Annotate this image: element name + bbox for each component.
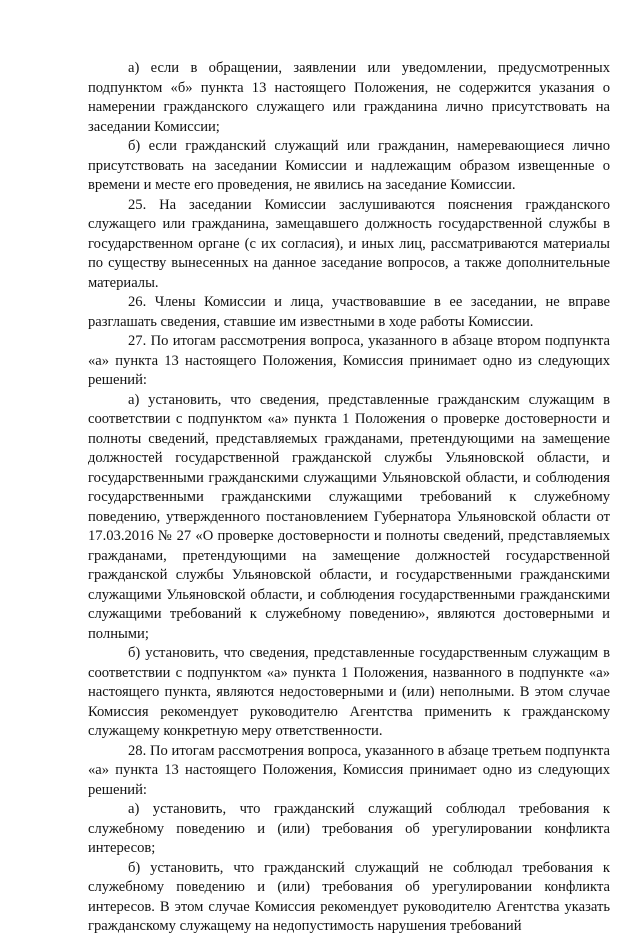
paragraph-27a: а) установить, что сведения, представленные гражданским служащим в соответствии с подпунктом «а» пункта 1 Положения о проверке достоверности и полноты сведений, представляемых гражданами, претендующими на замещение должностей государственной гражданской службы Ульяновской области, и государственными гражданскими служащими Ульяновской области, и соблюдения государственными гражданскими служащими требований к служебному поведению, утвержденного постановлением Губернатора Ульяновской области от 17.03.2016 № 27 «О проверке достоверности и полноты сведений, представляемых гражданами, претендующими на замещение должностей государственной гражданской службы Ульяновской области, и государственными гражданскими служащими Ульяновской области, и соблюдения государственными гражданскими служащими требований к служебному поведению», являются достоверными и полными; — [88, 391, 610, 642]
paragraph-24a: а) если в обращении, заявлении или уведомлении, предусмотренных подпунктом «б» пункта 13 настоящего Положения, не содержится указания о намерении гражданского служащего или гражданина лично присутствовать на заседании Комиссии; — [88, 60, 610, 135]
paragraph-24b: б) если гражданский служащий или гражданин, намеревающиеся лично присутствовать на заседании Комиссии и надлежащим образом извещенные о времени и месте его проведения, не явились на заседание Комиссии. — [88, 138, 610, 193]
paragraph-27: 27. По итогам рассмотрения вопроса, указанного в абзаце втором подпункта «а» пункта 13 настоящего Положения, Комиссия принимает одно из следующих решений: — [88, 333, 610, 388]
paragraph-26: 26. Члены Комиссии и лица, участвовавшие в ее заседании, не вправе разглашать сведения, ставшие им известными в ходе работы Комиссии. — [88, 294, 610, 330]
paragraph-25: 25. На заседании Комиссии заслушиваются пояснения гражданского служащего или гражданина, замещавшего должность государственной службы в государственном органе (с их согласия), и иных лиц, рассматриваются материалы по существу вынесенных на данное заседание вопросов, а также дополнительные материалы. — [88, 196, 610, 291]
paragraph-28b: б) установить, что гражданский служащий не соблюдал требования к служебному поведению и (или) требования об урегулировании конфликта интересов. В этом случае Комиссия рекомендует руководителю Агентства указать гражданскому служащему на недопустимость нарушения требований — [88, 859, 610, 934]
paragraph-27b: б) установить, что сведения, представленные государственным служащим в соответствии с подпунктом «а» пункта 1 Положения, названного в подпункте «а» настоящего пункта, являются недостоверными и (или) неполными. В этом случае Комиссия рекомендует руководителю Агентства применить к гражданскому служащему конкретную меру ответственности. — [88, 645, 610, 739]
paragraph-28: 28. По итогам рассмотрения вопроса, указанного в абзаце третьем подпункта «а» пункта 13 настоящего Положения, Комиссия принимает одно из следующих решений: — [88, 742, 610, 798]
paragraph-28a: а) установить, что гражданский служащий соблюдал требования к служебному поведению и (или) требования об урегулировании конфликта интересов; — [88, 801, 610, 856]
document-text — [88, 59, 610, 937]
